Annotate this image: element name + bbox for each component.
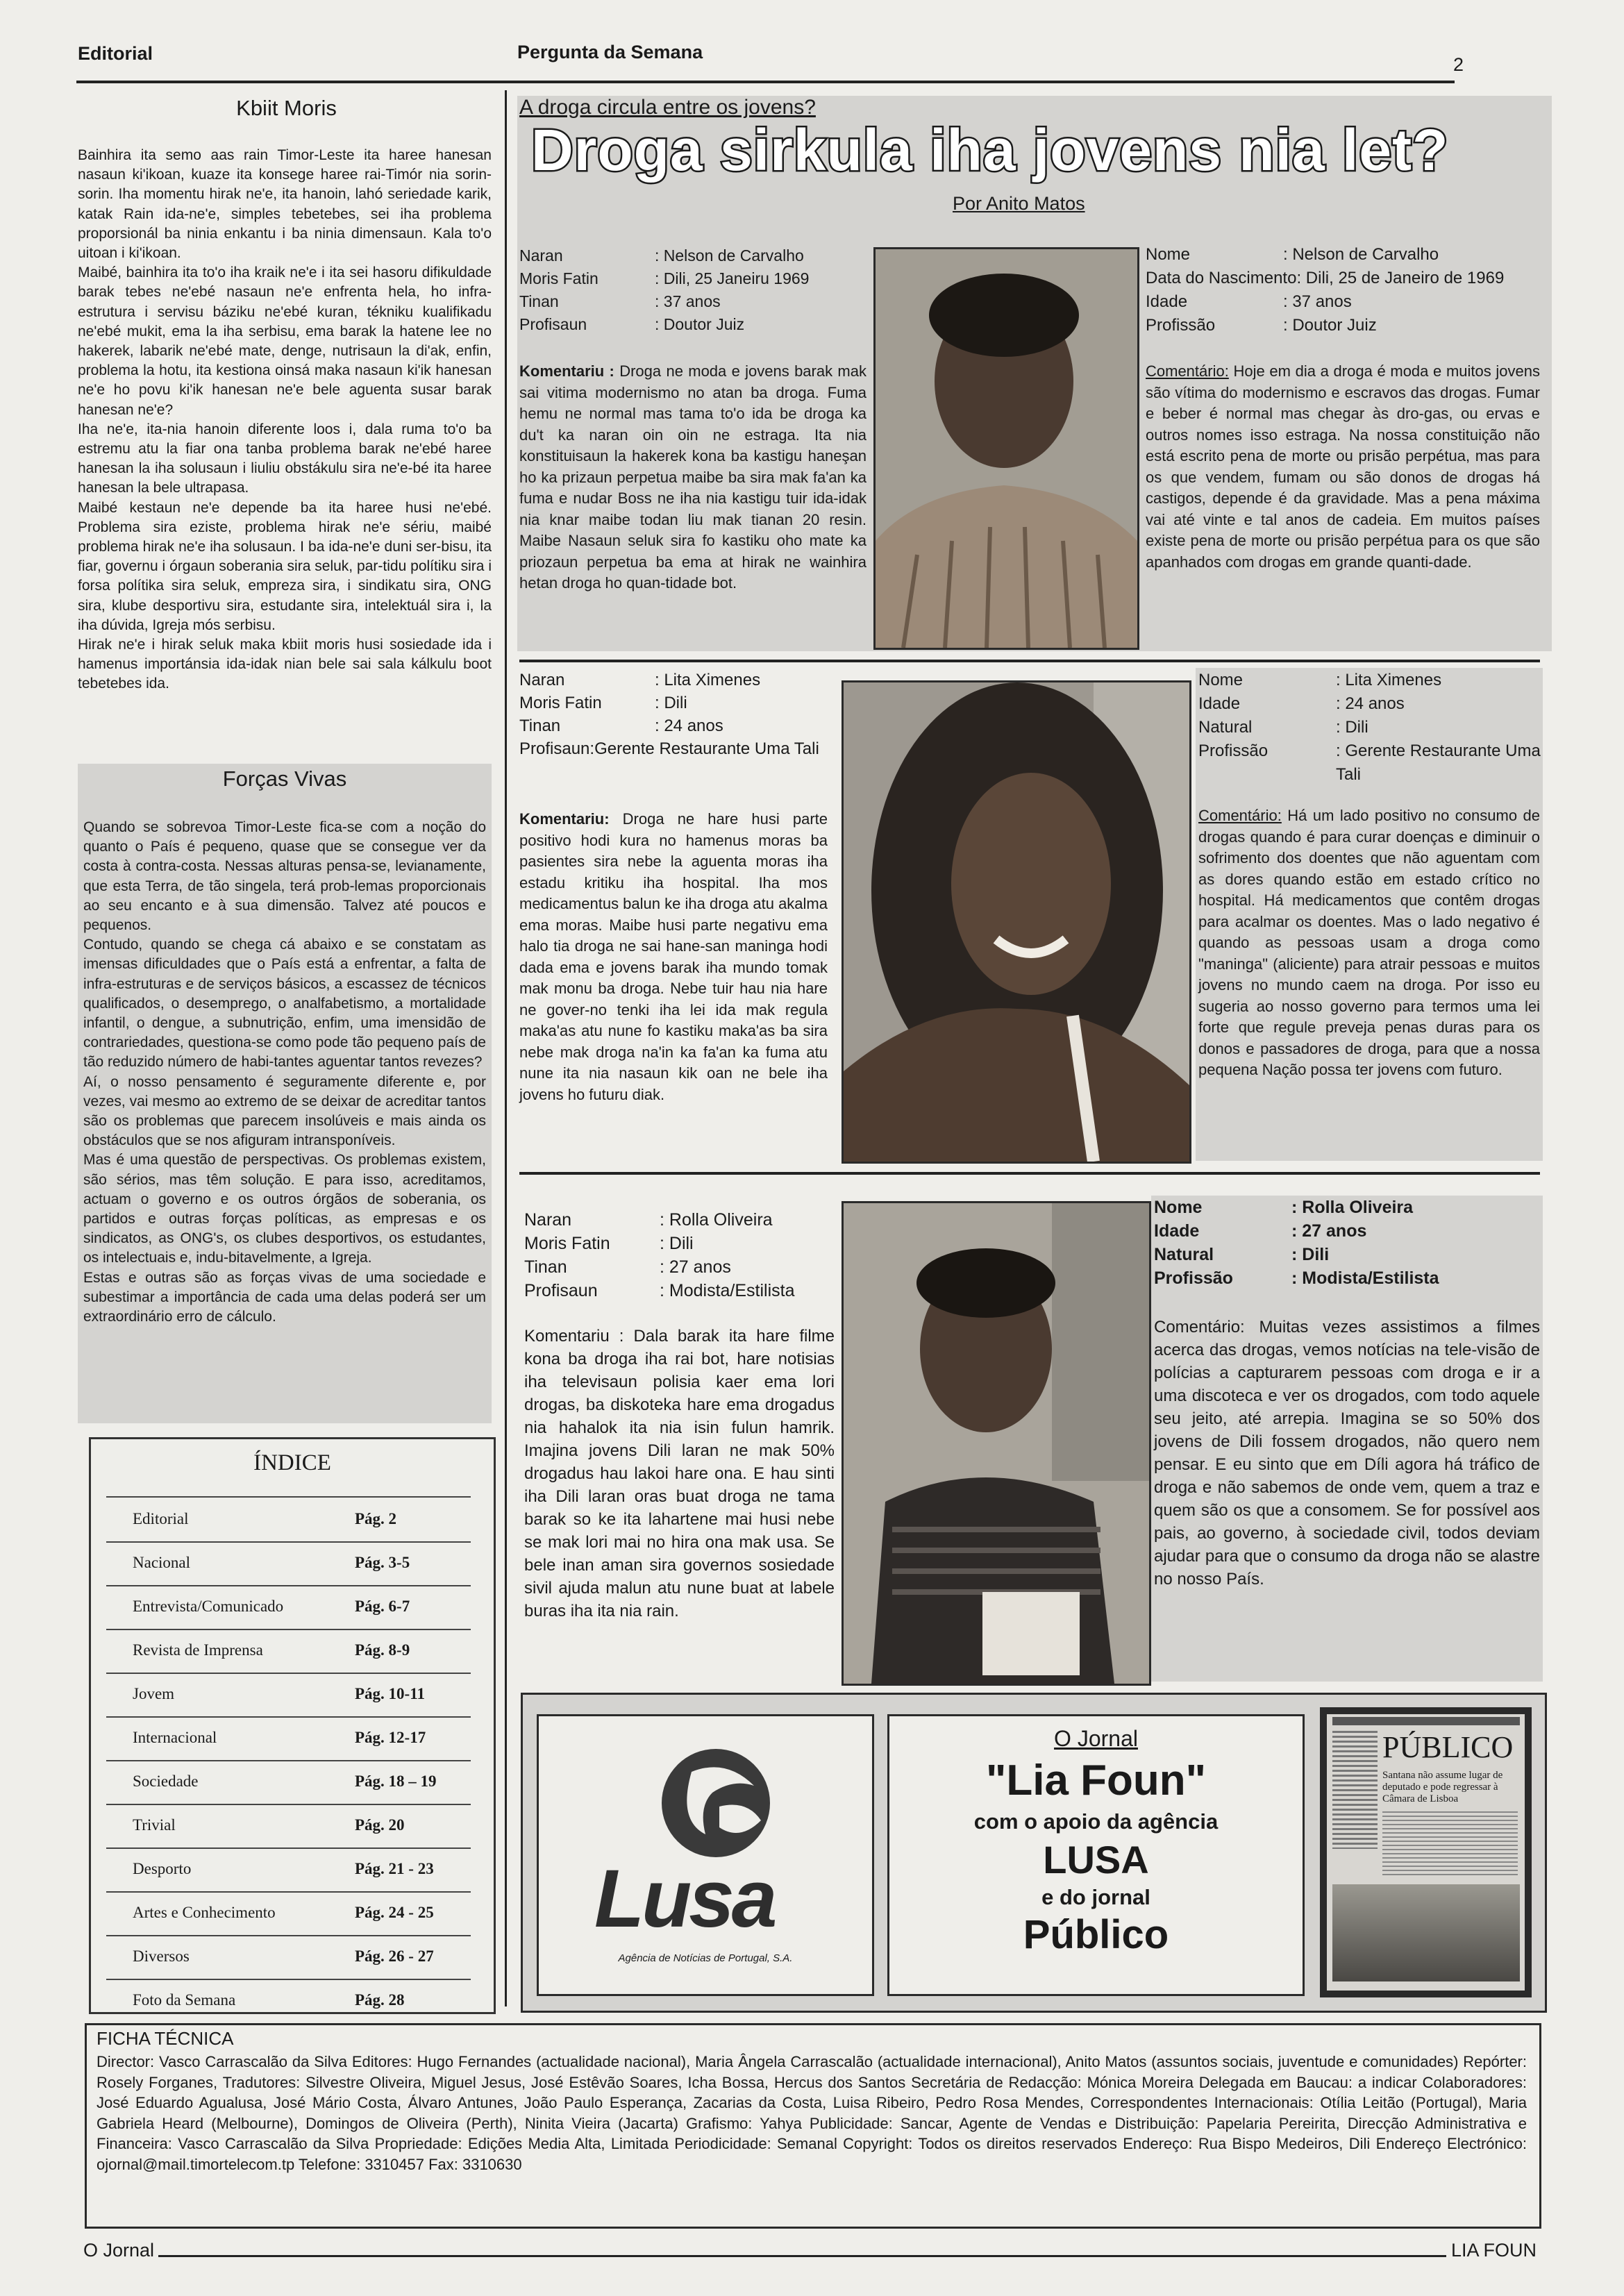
publico-side-column [1332,1731,1378,1849]
header-rule [76,81,1455,83]
footer-rule [158,2255,1446,2257]
info-value: : Lita Ximenes [655,671,761,689]
index-title: ÍNDICE [253,1450,331,1475]
lusa-subtitle: Agência de Notícias de Portugal, S.A. [618,1952,793,1964]
index-page: Pág. 3-5 [355,1554,410,1571]
ficha-title: FICHA TÉCNICA [97,2028,234,2049]
info-label: Profissão [1146,316,1216,335]
info-label: Naran [524,1210,572,1230]
interview-3-portuguese-info [1154,1196,1543,1290]
footer-right: LIA FOUN [1451,2240,1537,2261]
interview-separator [519,1172,1540,1175]
index-name: Desporto [133,1860,192,1877]
index-row[interactable] [106,1629,471,1674]
info-value: : 27 anos [660,1257,731,1277]
index-row[interactable] [106,1979,471,2022]
index-name: Entrevista/Comunicado [133,1598,284,1615]
portrait-silhouette-icon [844,682,1189,1162]
info-value: : Dili [1291,1245,1330,1264]
info-label: Idade [1154,1221,1200,1241]
info-value: : Rolla Oliveira [1291,1198,1414,1217]
portrait-silhouette-icon [844,1203,1149,1684]
info-label: Profissão [1198,741,1269,760]
interview-2-tetum-comment [519,809,828,1105]
interview-separator [519,660,1540,662]
info-value: : Dili [660,1234,694,1253]
info-label: Naran [519,671,565,689]
index-name: Internacional [133,1729,217,1746]
comment-text: Dala barak ita hare filme kona ba droga iha rai bot, hare notisias iha televisaun polisia kaer ema lori drogas, ba diskoteka hare ema drogadus nia hahalok ita nia isin fulun hamrik. Imajina jovens Dili laran ne mak 50% drogadus hau lakoi hare ona. E hau sinti iha Dili laran oras buat droga ne tama barak so ke ita lahartene mai husi nebe se mak lori mai no hira ona mak usa. Se bele inan aman sira governos sosiedade sivil ajuda malun atu nune buat at labele buras iha ita nia rain. [524,1327,835,1620]
publico-top-banner [1332,1717,1520,1725]
info-label: Tinan [524,1257,567,1277]
info-label: Idade [1198,694,1241,713]
info-value: : Lita Ximenes [1336,671,1442,689]
interview-2-portuguese-info [1198,669,1542,787]
index-page: Pág. 2 [355,1510,397,1527]
index-page: Pág. 12-17 [355,1729,426,1746]
interview-2-tetum-info [519,669,832,760]
interview-1-portuguese-comment [1146,361,1540,573]
photo-rolla-oliveira [842,1201,1151,1686]
lusa-globe-icon [650,1744,782,1862]
comment-label: Komentariu: [519,810,610,828]
info-value: : Nelson de Carvalho [1283,245,1439,264]
index-name: Nacional [133,1554,191,1571]
comment-label: Comentário: [1146,362,1229,380]
photo-nelson-carvalho [873,247,1139,650]
info-label: Profissão [1154,1268,1233,1288]
forcas-paragraph: Estas e outras são as forças vivas de uma sociedade e subestimar a importância de cada uma delas poderá ser um extraordinário erro de cálculo. [83,1269,486,1325]
forcas-vivas-title: Forças Vivas [222,766,347,791]
section-label-editorial: Editorial [78,43,153,64]
info-label: Data do Nascimento [1146,269,1297,287]
ficha-text: Director: Vasco Carrascalão da Silva Editores: Hugo Fernandes (actualidade nacional), Maria Ângela Carrascalão (actualidade internacional), Anito Matos (assuntos sociais, juventude e comunidades) Repórter: Rosely Forganes, Tradutores: Silvestre Oliveira, Miguel Jesus, José Estêvão Soares, Icha Bossa, Hercus dos Santos Secretária de Redacção: Mónica Moreira Delegada em Baucau: a indicar Colaboradores: José Eduardo Agualusa, José Mário Costa, Álvaro Antunes, João Paulo Esperança, Zacarias da Costa, Luisa Ribeiro, Pedro Rosa Mendes, Correspondentes Internacionais: Otília Leitão (Portugal), Maria Gabriela Heard (Melbourne), Domingos de Oliveira (Perth), Ninita Vieira (Jacarta) Grafismo: Yahya Publicidade: Sancar, Agente de Vendas e Distribuição: Papelaria Pereirita, Direcção Administrativa e Financeira: Vasco Carrascalão da Silva Propriedade: Edições Media Alta, Limitada Periodicidade: Semanal Copyright: Todos os direitos reservados Endereço: Rua Bispo Medeiros, Dili Endereço Electrónico: ojornal@mail.timortelecom.tp Telefone: 3310457 Fax: 3310630 [97,2053,1527,2173]
interview-2-portuguese-comment [1198,805,1540,1081]
info-label: Moris Fatin [519,269,598,287]
info-label: Profisaun [519,315,587,333]
index-page: Pág. 20 [355,1816,405,1834]
info-label: Nome [1146,245,1191,264]
info-value: : 37 anos [655,292,721,310]
forcas-paragraph: Aí, o nosso pensamento é seguramente diferente e, por vezes, vai mesmo ao extremo de se deixar de acreditar tantos são os problemas que parecem insolúveis e mais ainda os obstáculos que se nos afiguram intransponíveis. [83,1073,486,1149]
info-label: Idade [1146,292,1188,311]
info-value: : Modista/Estilista [660,1281,795,1300]
index-name: Revista de Imprensa [133,1641,263,1659]
index-page: Pág. 26 - 27 [355,1947,434,1965]
comment-label: Komentariu : [524,1327,624,1346]
info-value: : Rolla Oliveira [660,1210,773,1230]
promo-line-2: "Lia Foun" [985,1757,1207,1804]
editorial-paragraph: Iha ne'e, ita-nia hanoin diferente loos i, dala ruma to'o ba estremu atu la fiar ona tanba problema barak ne'ebé haree hanesan la iha solusaun i liuliu obstákulu sira ne'e-bé ita haree hanesan la bele ultrapasa. [78,421,492,496]
index-name: Trivial [133,1816,176,1834]
index-row[interactable] [106,1760,471,1805]
comment-label: Komentariu : [519,362,614,380]
promo-line-5: e do jornal [1041,1885,1150,1909]
info-value: : Dili [655,694,687,712]
publico-columns [1382,1811,1518,1877]
info-value: : 24 anos [655,717,723,735]
index-box [89,1437,496,2014]
index-page: Pág. 18 – 19 [355,1773,437,1790]
interview-3-portuguese-comment [1154,1316,1540,1591]
info-label: Natural [1154,1245,1214,1264]
promo-line-3: com o apoio da agência [973,1809,1219,1834]
index-list [106,1496,471,2009]
index-row[interactable] [106,1585,471,1630]
question-headline: Droga sirkula iha jovens nia let? [531,117,1449,183]
info-value: : Doutor Juiz [655,315,745,333]
forcas-paragraph: Quando se sobrevoa Timor-Leste fica-se com a noção do quanto o País é pequeno, quase que se consegue ver da costa à contra-costa. Nessas alturas pensa-se, levianamente, que esta Terra, de tão singela, terá prob-lemas proporcionais ao seu encanto e à sua dimensão. Talvez até poucos e pequenos. [83,819,486,934]
comment-text: Muitas vezes assistimos a filmes acerca das drogas, vemos notícias na tele-visão de polícias a capturarem pessoas com droga e ir a uma discoteca e ver os drogados, com todo aquele seu jeito, até arrepia. Imagina se so 50% dos jovens de Dili fossem drogados, não quero nem pensar. E eu sinto que em Díli agora há tráfico de droga e não sabemos de onde vem, quem a traz e quem são os que a consomem. Se for possível aos pais, ao governo, à sociedade civil, todos deviam ajudar para que o consumo da droga não se alastre no nosso País. [1154,1318,1541,1589]
info-value: : 27 anos [1291,1221,1367,1241]
lusa-ad[interactable] [537,1714,874,1996]
editorial-title: Kbiit Moris [236,96,337,120]
info-label: Moris Fatin [519,694,602,712]
publico-front-page [1327,1714,1525,1991]
index-page: Pág. 28 [355,1991,405,2009]
index-name: Artes e Conhecimento [133,1904,276,1921]
index-page: Pág. 21 - 23 [355,1860,434,1877]
forcas-vivas-body [83,818,486,1327]
publico-photo [1332,1884,1520,1981]
jornal-promo [887,1714,1305,1996]
info-value: : Dili [1336,718,1368,737]
index-row[interactable] [106,1935,471,1980]
info-label: Naran [519,246,563,265]
index-row[interactable] [106,1673,471,1718]
info-value: : Doutor Juiz [1283,316,1377,335]
section-label-pergunta: Pergunta da Semana [517,42,703,62]
index-name: Jovem [133,1685,175,1702]
interview-1-tetum-comment [519,361,867,594]
photo-lita-ximenes [842,680,1191,1164]
info-value: : 37 anos [1283,292,1352,311]
info-value: : Gerente Restaurante Uma Tali [1336,741,1541,784]
publico-headline: Santana não assume lugar de deputado e pode regressar à Câmara de Lisboa [1382,1770,1503,1804]
index-row[interactable] [106,1716,471,1761]
forcas-paragraph: Contudo, quando se chega cá abaixo e se constatam as imensas dificuldades que o País está a enfrentar, a falta de infra-estruturas e de serviços básicos, a escassez de técnicos qualificados, o desemprego, o analfabetismo, a mortalidade infantil, o dengue, a subnutrição, enfim, uma imensidão de contrariedades, questiona-se como pode tão pequeno país de tão reduzido número de habi-tantes aguentar tantos revezes? [83,937,486,1071]
info-label: Nome [1198,671,1244,689]
info-value: : 24 anos [1336,694,1405,713]
interview-3-tetum-comment [524,1325,835,1623]
comment-label: Comentário: [1198,807,1282,824]
column-divider [505,90,507,2006]
interview-1-tetum-info [519,244,867,336]
editorial-paragraph: Bainhira ita semo aas rain Timor-Leste ita haree hanesan nasaun ki'ikoan, kuaze ita konsege haree rai-Timór nia sorin-sorin. Iha momentu hirak ne'e, ita hanoin, lahó seriedade karik, katak Rain ida-ne'e, simples tebetebes, sei iha problema proporsionál ba ninia enkantu i ba ninia dimensaun. Kala to'o uitoan i ki'ikoan. [78,147,492,262]
index-name: Foto da Semana [133,1991,236,2009]
publico-masthead: PÚBLICO [1382,1730,1514,1764]
index-row[interactable] [106,1498,471,1543]
interview-3-tetum-info [524,1208,837,1302]
info-label: Natural [1198,718,1253,737]
editorial-body [78,146,492,694]
comment-label: Comentário: [1154,1318,1245,1336]
editorial-paragraph: Hirak ne'e i hirak seluk maka kbiit moris husi sosiedade ida i hamenus importánsia ida-idak nian bele sai sala kálkulu boot tebetebes ida. [78,637,492,692]
info-value: : Nelson de Carvalho [655,246,804,265]
ficha-tecnica-box [85,2023,1541,2229]
promo-line-1: O Jornal [1054,1726,1138,1751]
info-label: Tinan [519,292,559,310]
editorial-paragraph: Maibé, bainhira ita to'o iha kraik ne'e i ita sei hasoru difikuldade barak tebes ne'ebé nasaun ne'e enfrenta hela, ho infra-estrutura i servisu báziku ne'ebé kuran, tékniku kualifikadu ne'ebé mukit, ema la iha serbisu, ema barak la hatene lee no hakerek, labarik ne'ebé mate, denge, nutrisaun la di'ak, enfin, problema la hotu, ita kestiona oinsá maka nasaun ki'ik hanesan ne'e ho povu ki'ik hanesan ne'e bele aguenta susar barak hanesan ne'e? [78,265,492,418]
index-row[interactable] [106,1804,471,1849]
info-value: Gerente Restaurante Uma Tali [594,739,819,758]
question-kicker: A droga circula entre os jovens? [519,96,816,119]
lusa-logo-text: Lusa [594,1853,775,1945]
index-page: Pág. 10-11 [355,1685,425,1702]
info-value: : Dili, 25 Janeiru 1969 [655,269,810,287]
forcas-vivas-box [78,764,492,1423]
index-row[interactable] [106,1847,471,1893]
info-value: : Modista/Estilista [1291,1268,1439,1288]
info-value: : Dili, 25 de Janeiro de 1969 [1296,269,1505,287]
index-row[interactable] [106,1891,471,1936]
comment-text: Hoje em dia a droga é moda e muitos jovens são vítima do modernismo e escravos das drogas. Fumar e beber é normal mas chegar às dro-gas, ou ervas e outros nomes isso estraga. Na nossa constituição não está escrito pena de morte ou prisão perpétua, mas para os que vendem, fumam ou são donos de drogas há castigos, depende é da gravidade. Mas a pena máxima vai até vinte e tal anos de cadeia. Em muitos países existe pena de morte ou prisão perpétua para os que são apanhados com drogas em grande quanti-dade. [1146,362,1540,571]
comment-text: Droga ne hare husi parte positivo hodi kura no hamenus moras ba pasientes sira nebe la aguenta moras iha estadu kritiku iha hospital. Iha mos medicamentus balun ke iha droga atu akalma ema moras. Maibe husi parte negativu ema halo tia droga ne sai hane-san maninga hodi dada ema e jovens barak iha mundo tomak mak monu ba droga. Nebe tuir hau nia hare ne gover-no tenki iha lei ida mak regula maka'as atu nune fo kastiku maka'as ba sira nebe mak droga na'in ka fa'an ka fuma atu nune ita nia nasaun kik oan ne bele iha jovens ho futuru diak. [519,810,828,1103]
forcas-paragraph: Mas é uma questão de perspectivas. Os problemas existem, são sérios, mas têm solução. E para isso, acreditamos, actuam o governo e os outros órgãos de soberania, os partidos e outras forças políticas, as empresas e os sindicatos, as ONG's, os clubes desportivos, os estudantes, os intelectuais e, indu-bitavelmente, a Igreja. [83,1152,486,1266]
interview-1-portuguese-info [1146,243,1541,337]
info-label: Tinan [519,717,561,735]
publico-ad[interactable] [1320,1707,1532,1997]
info-label: Profisaun: [519,739,595,758]
info-label: Moris Fatin [524,1234,610,1253]
editorial-paragraph: Maibé kestaun ne'e depende ba ita haree husi ne'ebé. Problema sira eziste, problema hirak ne'e sériu, maibé problema hirak ne'e iha solusaun. I ba ida-ne'e duni ser-bisu, ita fiar, governu i órgaun soberania sira seluk, par-tidu polítiku sira i forsa polítika sira seluk, empreza sira, i sindikatu sira, ONG sira, klube desportivu sira, estudante sira, intelektuál sira i, la iha dúvida, Igreja mós serbisu. [78,499,492,633]
index-page: Pág. 24 - 25 [355,1904,434,1921]
info-label: Profisaun [524,1281,598,1300]
index-name: Sociedade [133,1773,199,1790]
comment-text: Droga ne moda e jovens barak mak sai vitima modernismo no atan ba droga. Fuma hemu ne normal mas tama to'o ida be droga ka du't ka naran oin oin ne estraga. Ita nia konstituisaun la hakerek kona ba kastigu haneşan ho ka prizaun perpetua maibe ba sira mak fa'an ka fuma e nudar Boss ne iha nia kastigu tuir ida-idak nia knar maibe todan liu mak tianan 20 resin. Maibe Nasaun seluk sira fo kastiku oho mate ka priozaun perpetua ba ema at hirak ne wainhira hetan droga ho quan-tidade bot. [519,362,867,592]
index-name: Editorial [133,1510,189,1527]
info-label: Nome [1154,1198,1203,1217]
byline: Por Anito Matos [953,193,1085,214]
footer-left: O Jornal [83,2240,155,2261]
index-name: Diversos [133,1947,190,1965]
portrait-silhouette-icon [876,249,1137,648]
comment-text: Há um lado positivo no consumo de drogas quando é para curar doenças e diminuir o sofrimento dos doentes que não aguentam com as dores quando estão em estado crítico no hospital. Há medicamentos que contêm drogas para acalmar os doentes. Mas o lado negativo é quando as pessoas usam a droga como "maninga" (aliciente) para atrair pessoas e muitos jovens no mundo caem na droga. Por isso eu sugeria ao nosso governo para termos uma lei forte que regule preveja penas duras para os donos e passadores de droga, para que a nossa pequena Nação possa ter jovens com futuro. [1198,807,1540,1078]
index-page: Pág. 6-7 [355,1598,410,1615]
promo-box [521,1693,1547,2013]
index-page: Pág. 8-9 [355,1641,410,1659]
promo-line-6: Público [1023,1912,1169,1957]
page-number: 2 [1453,54,1464,75]
index-row[interactable] [106,1541,471,1586]
promo-line-4: LUSA [1043,1838,1149,1882]
